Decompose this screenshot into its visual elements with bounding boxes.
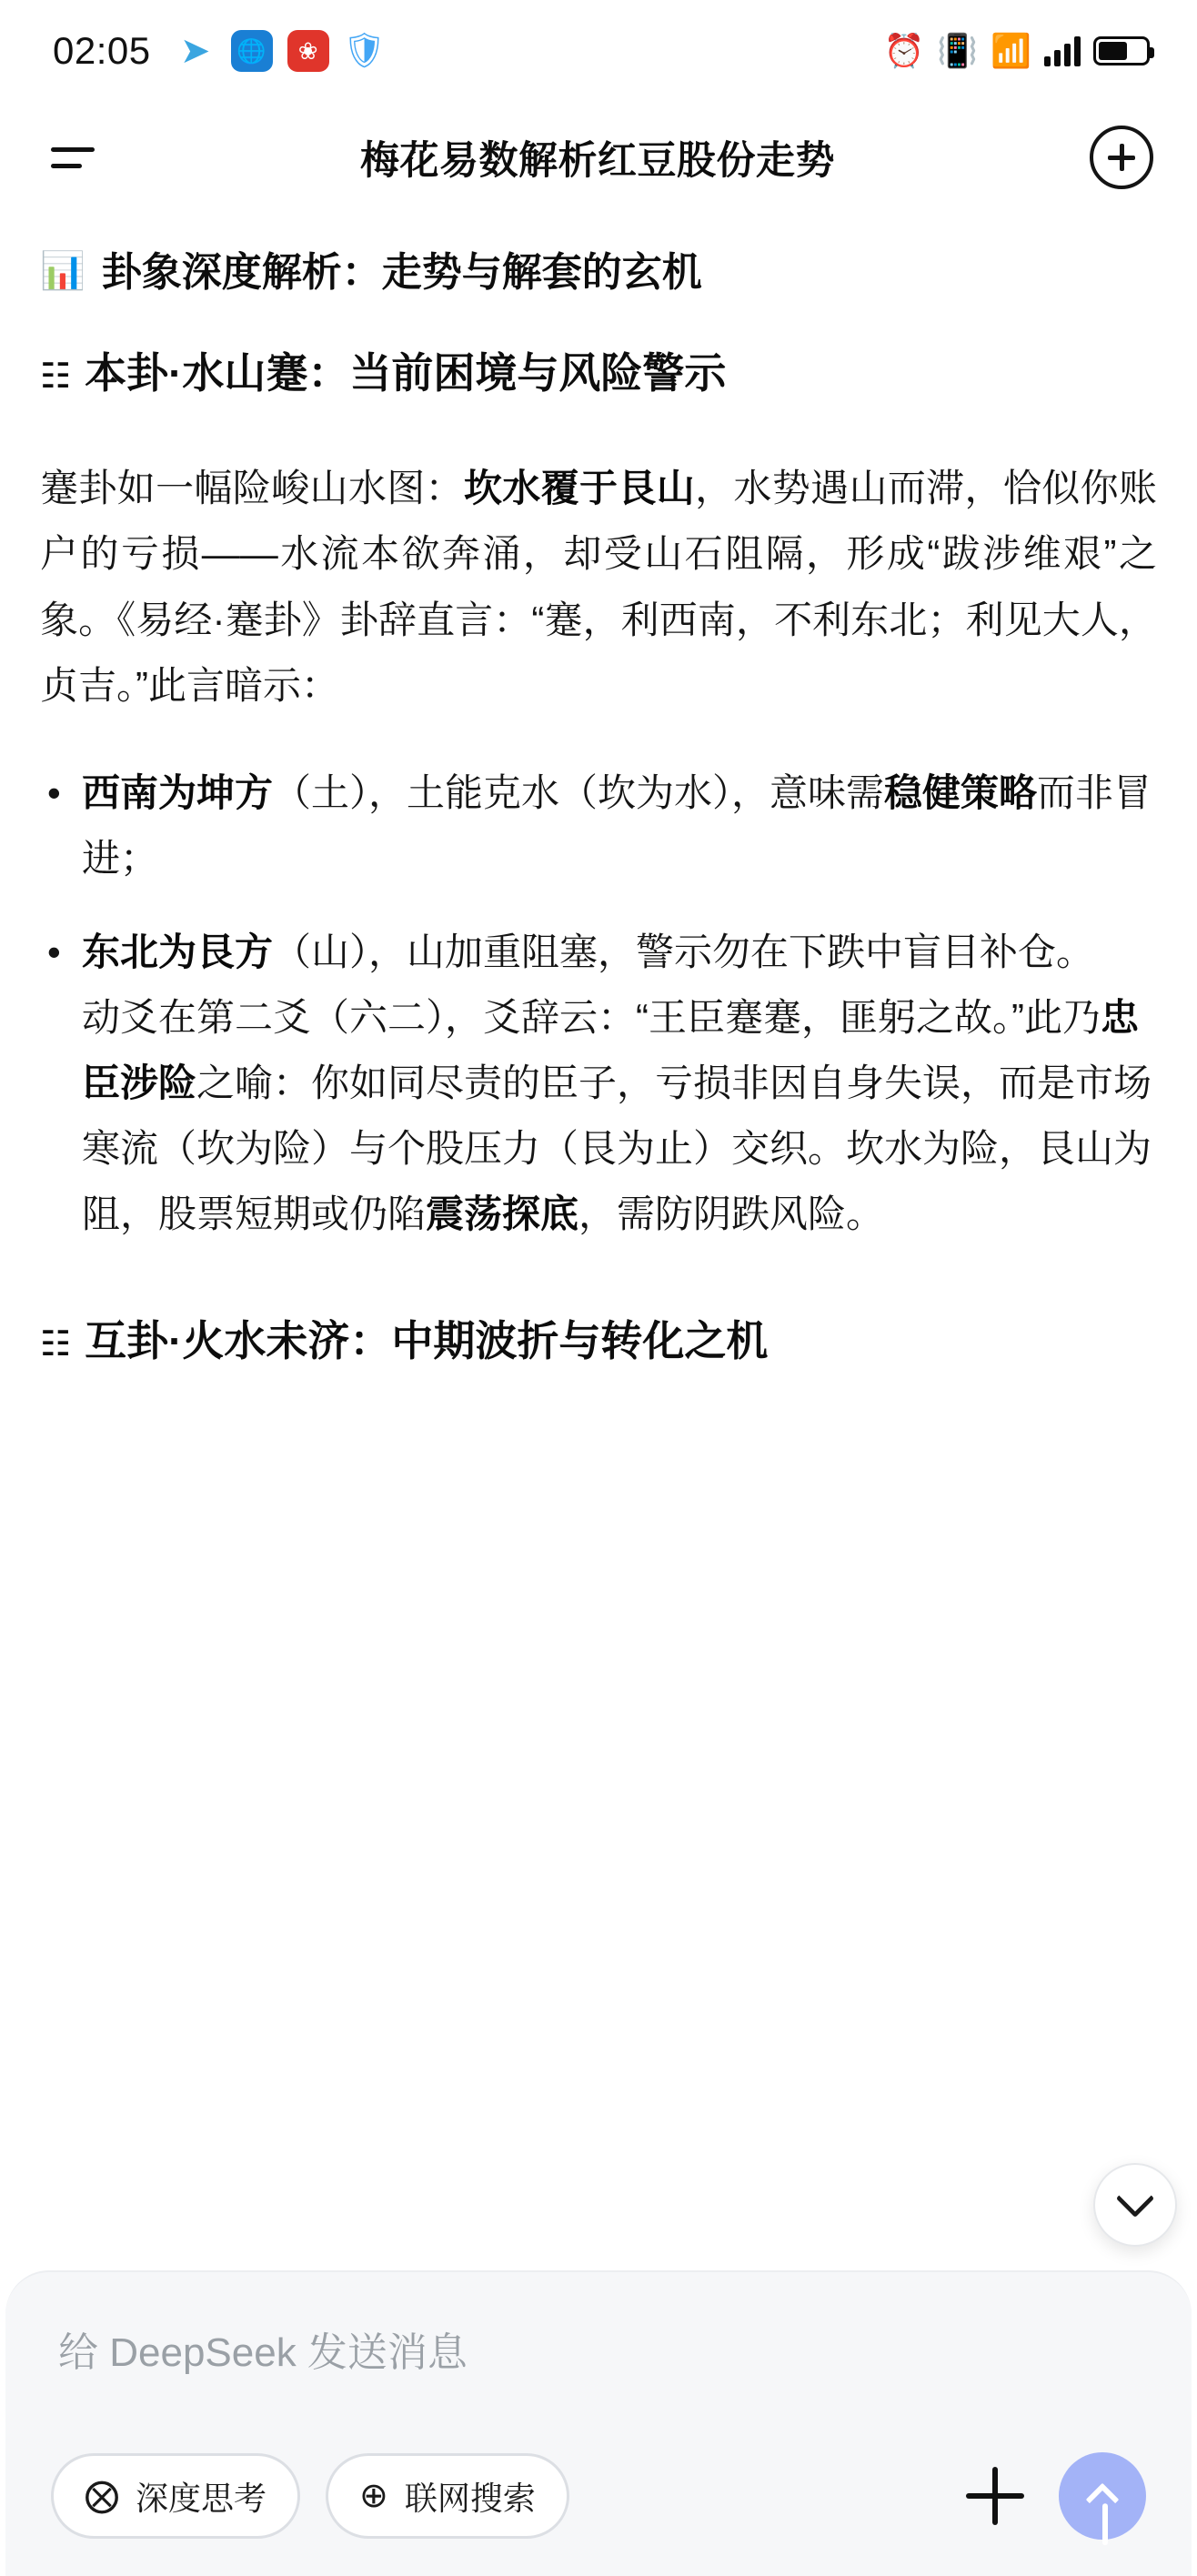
composer bbox=[5, 2270, 1192, 2576]
alarm-icon: ⏰ bbox=[883, 32, 925, 69]
add-attachment-icon[interactable] bbox=[957, 2458, 1033, 2534]
bullet-text-1: 西南为坤方（土），土能克水（坎为水），意味需稳健策略而非冒进； bbox=[82, 771, 1152, 880]
new-chat-icon[interactable] bbox=[1090, 126, 1153, 189]
telegram-icon: ➤ bbox=[179, 31, 211, 71]
bar-chart-icon: 📊 bbox=[40, 251, 86, 291]
subsection-heading-benGua bbox=[40, 344, 1157, 403]
message-input[interactable]: 给 DeepSeek 发送消息 bbox=[58, 2330, 468, 2375]
trigram-icon-2: ☷ bbox=[40, 1323, 73, 1363]
bullet-continuation: 动爻在第二爻（六二），爻辞云：“王臣蹇蹇，匪躬之故。”此乃忠臣涉险之喻：你如同尽责的臣子，亏损非因自身失误，而是市场寒流（坎为险）与个股压力（艮为止）交织。坎水为险，艮山为阻，股票短期或仍陷震荡探底，需防阴跌风险。 bbox=[82, 995, 1152, 1236]
vibrate-icon: 📳 bbox=[937, 32, 979, 69]
web-search-button[interactable] bbox=[326, 2453, 569, 2539]
battery-icon bbox=[1093, 36, 1150, 65]
status-right-icons bbox=[883, 32, 1150, 69]
bullet-list bbox=[40, 760, 1157, 1248]
list-item bbox=[40, 760, 1157, 891]
list-item bbox=[40, 920, 1157, 1248]
message-scroll-area[interactable] bbox=[0, 213, 1197, 2270]
menu-icon[interactable] bbox=[44, 122, 115, 193]
bullet-text-2: 东北为艮方（山），山加重阻塞，警示勿在下跌中盲目补仓。 bbox=[82, 930, 1095, 973]
app-red-icon: ❀ bbox=[287, 30, 329, 72]
subsection-heading-2-text: 互卦·火水未济：中期波折与转化之机 bbox=[85, 1316, 769, 1364]
chevron-down-icon bbox=[1116, 2179, 1154, 2218]
composer-toolbar bbox=[45, 2452, 1152, 2540]
arrow-up-icon bbox=[1086, 2483, 1120, 2517]
browser-icon: 🌐 bbox=[231, 30, 273, 72]
send-button[interactable] bbox=[1059, 2452, 1146, 2540]
deep-think-label: 深度思考 bbox=[136, 2479, 267, 2517]
status-bar bbox=[0, 0, 1197, 102]
status-left-icons bbox=[175, 30, 386, 72]
section-title-text: 卦象深度解析：走势与解套的玄机 bbox=[101, 250, 702, 295]
signal-icon bbox=[1044, 35, 1081, 66]
paragraph-benGua: 蹇卦如一幅险峻山水图：坎水覆于艮山，水势遇山而滞，恰似你账户的亏损——水流本欲奔涌，却受山石阻隔，形成“跋涉维艰”之象。《易经·蹇卦》卦辞直言：“蹇，利西南，不利东北；利见大人，贞吉。”此言暗示： bbox=[40, 467, 1157, 707]
page-title: 梅花易数解析红豆股份走势 bbox=[360, 138, 835, 183]
scroll-to-bottom-button[interactable] bbox=[1093, 2163, 1177, 2247]
subsection-heading-text: 本卦·水山蹇：当前困境与风险警示 bbox=[85, 348, 727, 397]
deep-think-icon: ⨂ bbox=[85, 2477, 119, 2515]
message-section-title bbox=[40, 244, 1157, 302]
web-search-label: 联网搜索 bbox=[404, 2479, 536, 2517]
deep-think-button[interactable] bbox=[51, 2453, 300, 2539]
trigram-icon: ☷ bbox=[40, 355, 73, 396]
shield-icon: 🛡 bbox=[342, 32, 387, 70]
wifi-icon: 📶 bbox=[991, 32, 1031, 69]
subsection-heading-huGua bbox=[40, 1312, 1157, 1371]
assistant-message bbox=[40, 244, 1157, 1371]
status-time: 02:05 bbox=[53, 29, 151, 72]
app-header bbox=[0, 102, 1197, 213]
web-search-icon: ⊕ bbox=[359, 2477, 388, 2515]
